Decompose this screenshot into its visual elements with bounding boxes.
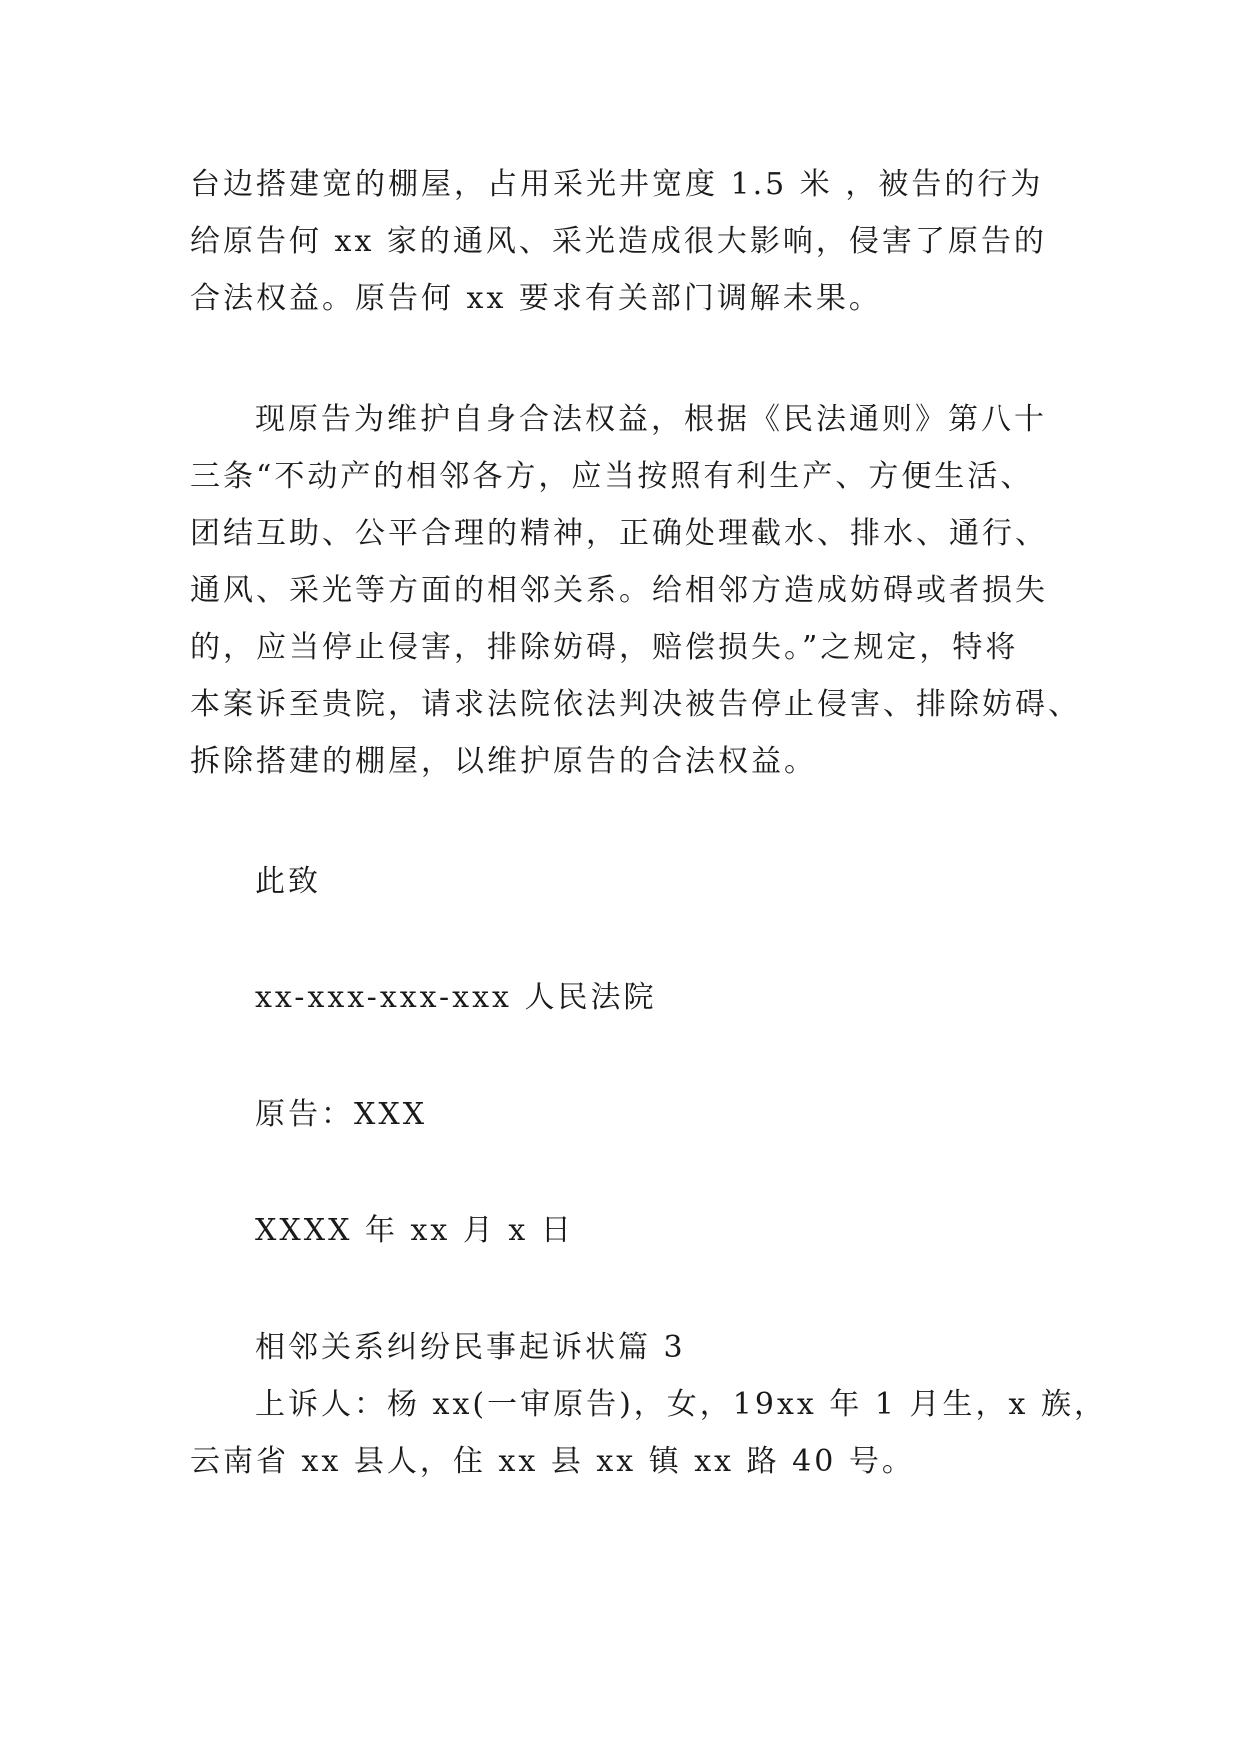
paragraph2-line-5: 的，应当停止侵害，排除妨碍，赔偿损失。”之规定，特将 [190, 630, 1019, 665]
document-date: XXXX 年 xx 月 x 日 [255, 1213, 574, 1248]
paragraph1-line-1: 台边搭建宽的棚屋，占用采光井宽度 1.5 米 ，被告的行为 [190, 167, 1044, 202]
paragraph1-line-2: 给原告何 xx 家的通风、采光造成很大影响，侵害了原告的 [190, 224, 1047, 259]
paragraph2-line-1: 现原告为维护自身合法权益，根据《民法通则》第八十 [255, 402, 1047, 437]
closing-text: 此致 [255, 864, 321, 899]
paragraph1-line-3: 合法权益。原告何 xx 要求有关部门调解未果。 [190, 281, 882, 316]
section-title: 相邻关系纠纷民事起诉状篇 3 [255, 1330, 686, 1365]
paragraph2-line-2: 三条“不动产的相邻各方，应当按照有利生产、方便生活、 [190, 459, 1034, 494]
paragraph2-line-7: 拆除搭建的棚屋，以维护原告的合法权益。 [190, 744, 817, 779]
paragraph2-line-6: 本案诉至贵院，请求法院依法判决被告停止侵害、排除妨碍、 [190, 687, 1081, 722]
appellant-line-1: 上诉人：杨 xx(一审原告)，女，19xx 年 1 月生，x 族， [255, 1387, 1107, 1422]
paragraph2-line-4: 通风、采光等方面的相邻关系。给相邻方造成妨碍或者损失 [190, 573, 1048, 608]
court-name: xx-xxx-xxx-xxx 人民法院 [255, 980, 657, 1015]
paragraph2-line-3: 团结互助、公平合理的精神，正确处理截水、排水、通行、 [190, 516, 1048, 551]
plaintiff-name: 原告：XXX [255, 1097, 428, 1132]
appellant-line-2: 云南省 xx 县人，住 xx 县 xx 镇 xx 路 40 号。 [190, 1444, 915, 1479]
